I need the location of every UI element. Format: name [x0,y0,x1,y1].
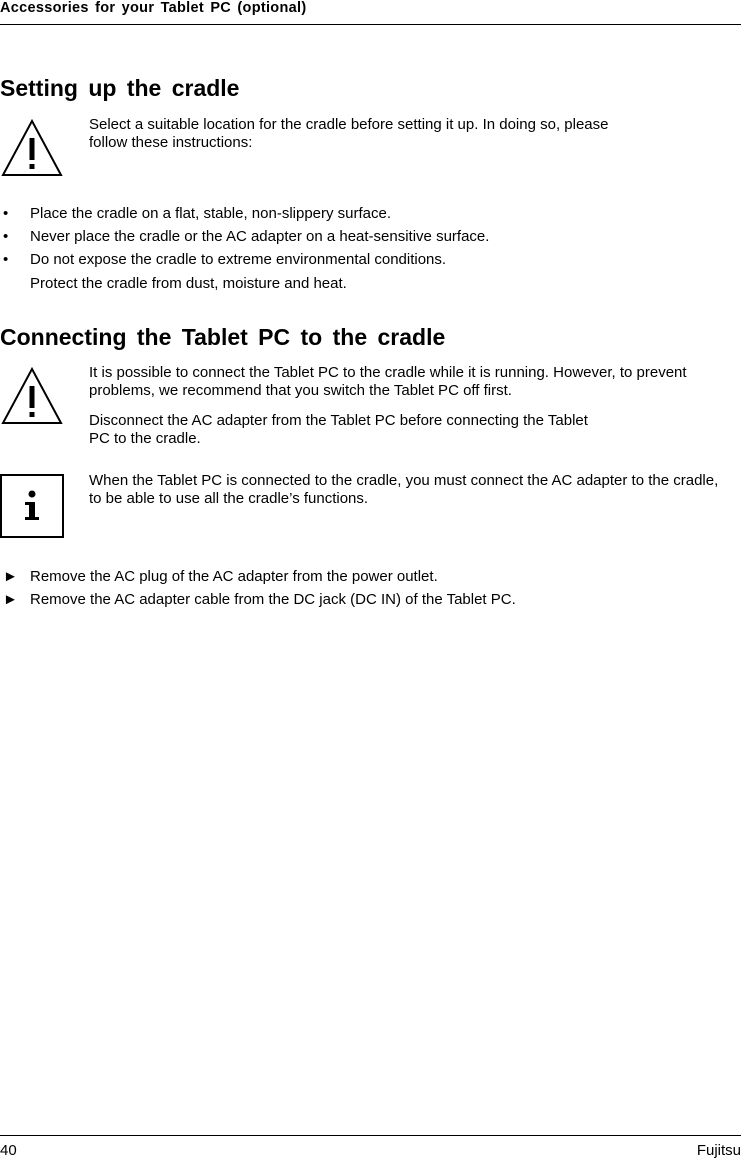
list-item-text: Remove the AC adapter cable from the DC jack (DC IN) of the Tablet PC. [30,591,516,608]
list-item [0,588,700,611]
continuation-text: Protect the cradle from dust, moisture and heat. [30,275,347,292]
list-item-text: Place the cradle on a flat, stable, non-slippery surface. [30,205,392,222]
step-marker: ► [3,591,18,608]
info-text-ac-adapter: When the Tablet PC is connected to the cradle, you must connect the AC adapter to the cradle, to be able to use all the cradle’s functions. [89,472,719,507]
step-marker: ► [3,568,18,585]
heading-connecting-tablet: Connecting the Tablet PC to the cradle [0,324,446,350]
list-item [0,565,700,588]
warning-text-location: Select a suitable location for the cradle before setting it up. In doing so, please follow these instructions: [89,116,609,151]
list-item [0,248,700,271]
list-item [0,202,700,225]
page-number: 40 [0,1142,17,1159]
footer-rule [0,1135,741,1136]
warning-icon [0,366,64,426]
header-rule [0,24,741,25]
warning-text-disconnect: Disconnect the AC adapter from the Tablet PC before connecting the Tablet PC to the cradle. [89,412,588,447]
setup-instructions-list [0,202,700,271]
heading-setting-up-cradle: Setting up the cradle [0,75,240,101]
list-item-text: Never place the cradle or the AC adapter on a heat-sensitive surface. [30,228,490,245]
bullet-marker: • [3,205,9,222]
list-item-text: Do not expose the cradle to extreme environmental conditions. [30,251,447,268]
running-header: Accessories for your Tablet PC (optional) [0,0,307,16]
warning-text-running: It is possible to connect the Tablet PC to the cradle while it is running. However, to prevent problems, we recommend that you switch the Tablet PC off first. [89,364,687,399]
list-item [0,225,700,248]
list-item-text: Remove the AC plug of the AC adapter from the power outlet. [30,568,438,585]
info-icon [0,474,64,538]
bullet-marker: • [3,228,9,245]
footer-brand: Fujitsu [696,1142,741,1159]
bullet-marker: • [3,251,9,268]
warning-icon [0,118,64,178]
steps-list [0,565,700,611]
